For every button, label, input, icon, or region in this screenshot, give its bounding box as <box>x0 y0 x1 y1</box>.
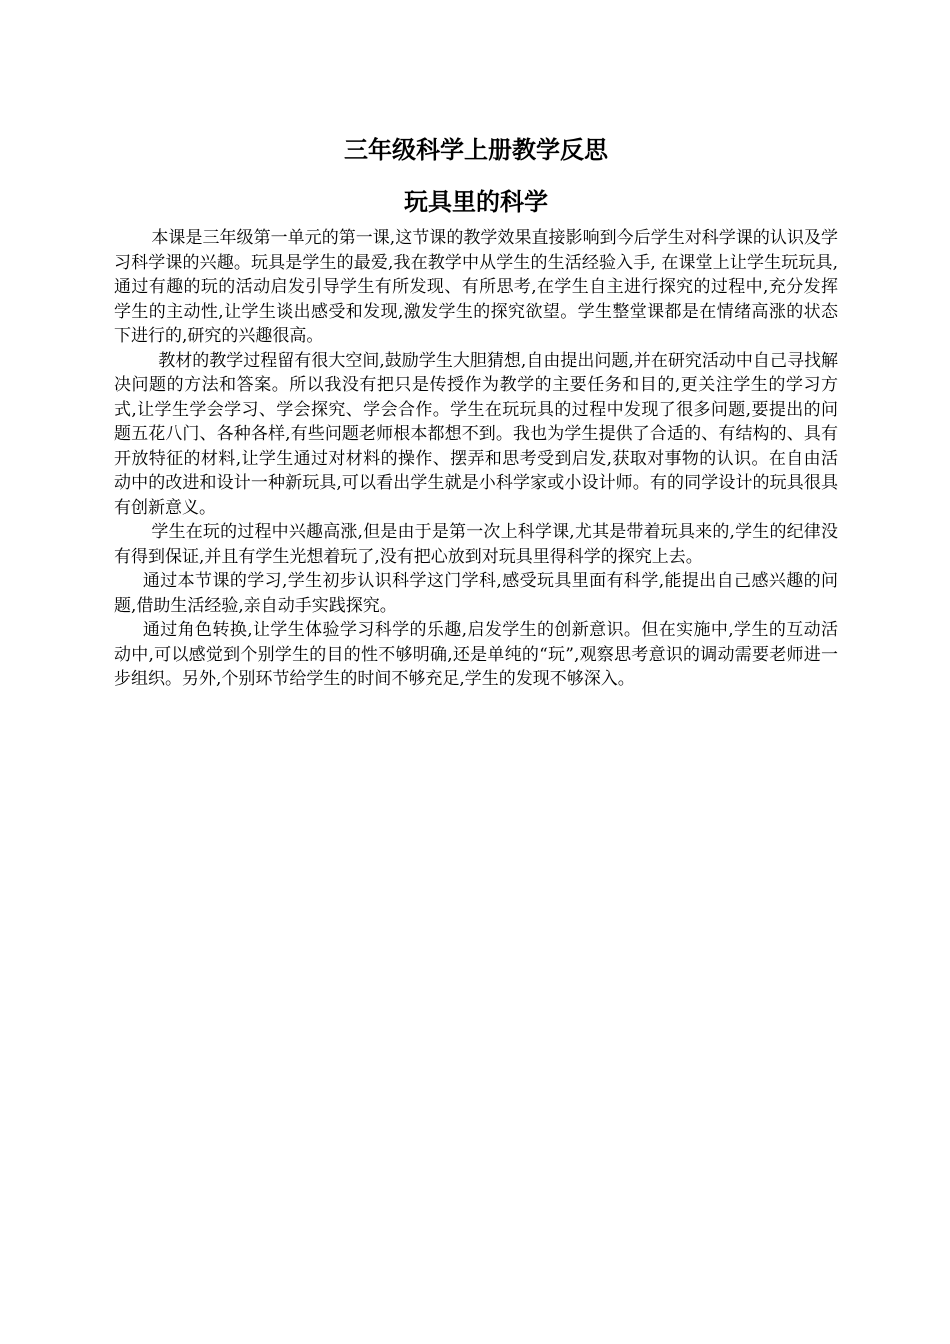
document-body <box>114 226 838 692</box>
document-title: 三年级科学上册教学反思 <box>344 136 608 164</box>
paragraph-4: 通过本节课的学习,学生初步认识科学这门学科,感受玩具里面有科学,能提出自己感兴趣的问题,借助生活经验,亲自动手实践探究。 <box>114 571 838 616</box>
document-content <box>114 130 838 692</box>
paragraph-1: 本课是三年级第一单元的第一课,这节课的教学效果直接影响到今后学生对科学课的认识及学习科学课的兴趣。玩具是学生的最爱,我在教学中从学生的生活经验入手, 在课堂上让学生玩玩具,通过有趣的玩的活动启发引导学生有所发现、有所思考,在学生自主进行探究的过程中,充分发挥学生的主动性,让学生谈出感受和发现,激发学生的探究欲望。学生整堂课都是在情绪高涨的状态下进行的,研究的兴趣很高。 <box>114 228 838 346</box>
paragraph-2: 教材的教学过程留有很大空间,鼓励学生大胆猜想,自由提出问题,并在研究活动中自己寻找解决问题的方法和答案。所以我没有把只是传授作为教学的主要任务和目的,更关注学生的学习方式,让学生学会学习、学会探究、学会合作。学生在玩玩具的过程中发现了很多问题,要提出的问题五花八门、各种各样,有些问题老师根本都想不到。我也为学生提供了合适的、有结构的、具有开放特征的材料,让学生通过对材料的操作、摆弄和思考受到启发,获取对事物的认识。在自由活动中的改进和设计一种新玩具,可以看出学生就是小科学家或小设计师。有的同学设计的玩具很具有创新意义。 <box>114 350 838 518</box>
paragraph-3: 学生在玩的过程中兴趣高涨,但是由于是第一次上科学课,尤其是带着玩具来的,学生的纪律没有得到保证,并且有学生光想着玩了,没有把心放到对玩具里得科学的探究上去。 <box>114 522 838 567</box>
paragraph-5: 通过角色转换,让学生体验学习科学的乐趣,启发学生的创新意识。但在实施中,学生的互动活动中,可以感觉到个别学生的目的性不够明确,还是单纯的“玩”,观察思考意识的调动需要老师进一步组织。另外,个别环节给学生的时间不够充足,学生的发现不够深入。 <box>114 620 838 689</box>
document-subtitle: 玩具里的科学 <box>404 188 548 216</box>
